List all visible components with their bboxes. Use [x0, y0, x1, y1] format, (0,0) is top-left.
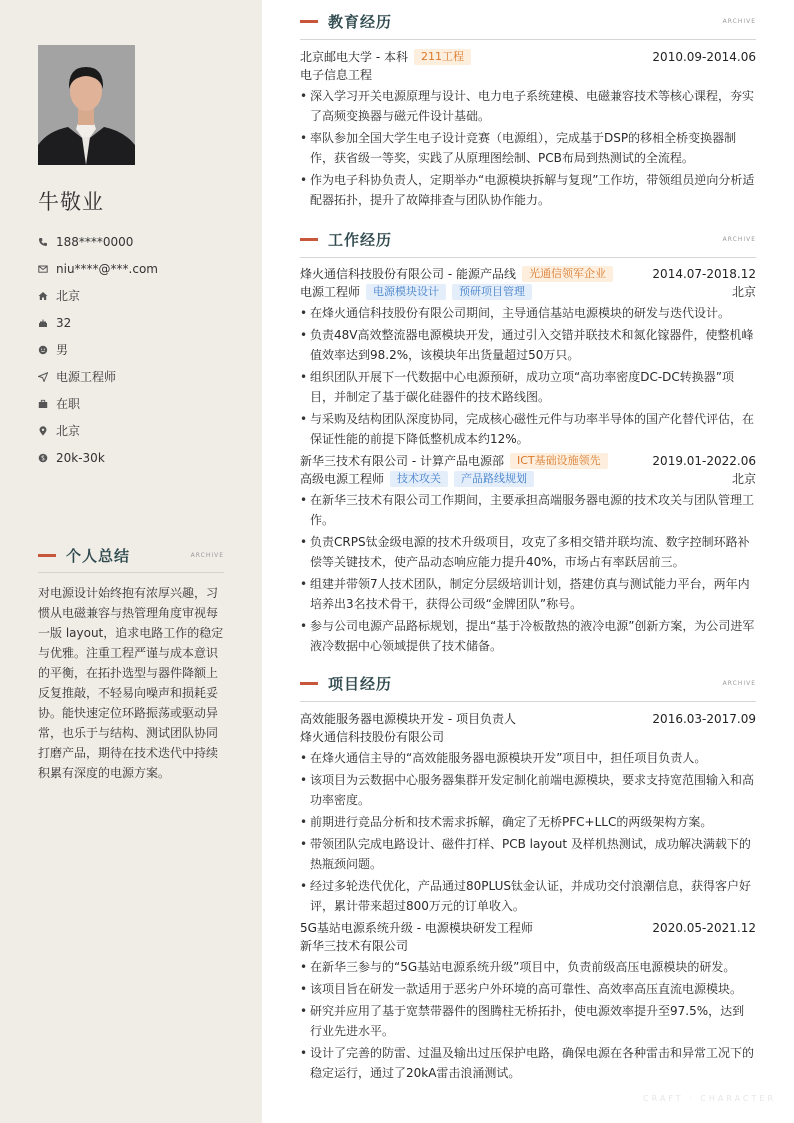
contact-position [38, 363, 238, 390]
list-item: • 带领团队完成电路设计、磁件打样、PCB layout 及样机热测试，成功解决满载下的热瓶颈问题。 [300, 834, 756, 874]
section-tag: ARCHIVE [190, 551, 224, 559]
section-tag: ARCHIVE [722, 17, 756, 25]
salary-icon [38, 453, 56, 463]
work-entry [300, 452, 756, 656]
skill-tag: 预研项目管理 [452, 284, 532, 300]
contact-value: 在职 [56, 397, 81, 411]
contact-salary [38, 444, 238, 471]
project-org-line [300, 728, 756, 746]
list-item: • 在烽火通信主导的“高效能服务器电源模块开发”项目中，担任项目负责人。 [300, 748, 756, 768]
job-role: 电源工程师 [300, 285, 361, 299]
contact-value: 电源工程师 [56, 370, 117, 384]
list-item: • 负责48V高效整流器电源模块开发，通过引入交错并联技术和氮化镓器件，使整机峰值效率达到98.2%，该模块年出货量超过50万只。 [300, 325, 756, 365]
education-bullets [300, 86, 756, 210]
home-icon [38, 291, 56, 301]
list-item: • 该项目为云数据中心服务器集群开发定制化前端电源模块，要求支持宽范围输入和高功率密度。 [300, 770, 756, 810]
work-date: 2019.01-2022.06 [652, 454, 756, 468]
work-bullets [300, 303, 756, 449]
project-bullets [300, 748, 756, 916]
list-item: • 该项目旨在研发一款适用于恶劣户外环境的高可靠性、高效率高压直流电源模块。 [300, 979, 756, 999]
company-badge: 光通信领军企业 [522, 266, 613, 282]
work-role-line [300, 470, 756, 488]
list-item: • 前期进行竞品分析和技术需求拆解，确定了无桥PFC+LLC的两级架构方案。 [300, 812, 756, 832]
project-org: 新华三技术有限公司 [300, 939, 409, 953]
section-title: 项目经历 [328, 674, 393, 693]
summary-text: 对电源设计始终抱有浓厚兴趣，习惯从电磁兼容与热管理角度审视每一版 layout，追求电路工作的稳定与优雅。注重工程严谨与成本意识的平衡，在拓扑选型与器件降额上反复推敲，不轻易向噪声和损耗妥协。能快速定位环路振荡或驱动异常，也乐于与结构、测试团队协同打磨产品，期待在技术迭代中持续积累有深度的电源方案。 [38, 586, 224, 780]
education-entry-head [300, 48, 756, 66]
project-org-line [300, 937, 756, 955]
company-name: 烽火通信科技股份有限公司 - 能源产品线 [300, 267, 516, 281]
contact-value: 北京 [56, 289, 81, 303]
section-header [300, 10, 756, 32]
list-item: • 深入学习开关电源原理与设计、电力电子系统建模、电磁兼容技术等核心课程，夯实了高频变换器与磁元件设计基础。 [300, 86, 756, 126]
work-section [300, 228, 756, 656]
major: 电子信息工程 [300, 68, 373, 82]
work-date: 2014.07-2018.12 [652, 267, 756, 281]
projects-section [300, 672, 756, 1083]
contact-age [38, 309, 238, 336]
project-entry [300, 919, 756, 1083]
list-item: • 组织团队开展下一代数据中心电源预研，成功立项“高功率密度DC-DC转换器”项目，并制定了基于碳化硅器件的技术路线图。 [300, 367, 756, 407]
education-section [300, 10, 756, 210]
section-divider [38, 572, 224, 573]
skill-tag: 电源模块设计 [366, 284, 446, 300]
project-org: 烽火通信科技股份有限公司 [300, 730, 445, 744]
watermark: CRAFT · CHARACTER [643, 1094, 776, 1103]
project-date: 2016.03-2017.09 [652, 712, 756, 726]
list-item: • 研究并应用了基于宽禁带器件的图腾柱无桥拓扑，使电源效率提升至97.5%，达到行业先进水平。 [300, 1001, 756, 1041]
education-major-line [300, 66, 756, 84]
skill-tag: 产品路线规划 [454, 471, 534, 487]
section-tag: ARCHIVE [722, 235, 756, 243]
work-role-line [300, 283, 756, 301]
section-header [300, 228, 756, 250]
contact-phone [38, 228, 238, 255]
project-entry [300, 710, 756, 916]
list-item: • 经过多轮迭代优化，产品通过80PLUS钛金认证，并成功交付浪潮信息，获得客户好评，累计带来超过800万元的订单收入。 [300, 876, 756, 916]
work-entry-head [300, 265, 756, 283]
candidate-name: 牛敬业 [38, 190, 104, 214]
section-title: 工作经历 [328, 230, 393, 249]
summary-section [38, 544, 224, 783]
contact-list [38, 228, 238, 471]
phone-icon [38, 237, 56, 247]
section-accent-bar [300, 238, 318, 241]
location-icon [38, 426, 56, 436]
list-item: • 设计了完善的防雷、过温及输出过压保护电路，确保电源在各种雷击和异常工况下的稳定运行，通过了20kA雷击浪涌测试。 [300, 1043, 756, 1083]
project-name: 高效能服务器电源模块开发 - 项目负责人 [300, 712, 516, 726]
contact-value: 20k-30k [56, 450, 105, 465]
profile-photo [38, 45, 135, 165]
school-name: 北京邮电大学 - 本科 [300, 50, 408, 64]
list-item: • 参与公司电源产品路标规划，提出“基于冷板散热的液冷电源”创新方案，为公司进军液冷数据中心领域提供了技术储备。 [300, 616, 756, 656]
list-item: • 负责CRPS钛金级电源的技术升级项目，攻克了多相交错并联均流、数字控制环路补偿等关键技术，使产品动态响应能力提升40%，市场占有率跃居前三。 [300, 532, 756, 572]
section-title: 个人总结 [66, 546, 131, 565]
work-bullets [300, 490, 756, 656]
list-item: • 在新华三技术有限公司工作期间，主要承担高端服务器电源的技术攻关与团队管理工作。 [300, 490, 756, 530]
mail-icon [38, 264, 56, 274]
skill-tag: 技术攻关 [390, 471, 448, 487]
briefcase-icon [38, 399, 56, 409]
project-entry-head [300, 710, 756, 728]
list-item: • 在烽火通信科技股份有限公司期间，主导通信基站电源模块的研发与迭代设计。 [300, 303, 756, 323]
work-entry [300, 265, 756, 449]
contact-gender [38, 336, 238, 363]
project-bullets [300, 957, 756, 1083]
contact-value: 北京 [56, 424, 81, 438]
contact-status [38, 390, 238, 417]
person-icon [38, 345, 56, 355]
work-entry-head [300, 452, 756, 470]
cake-icon [38, 318, 56, 328]
send-icon [38, 372, 56, 382]
contact-email [38, 255, 238, 282]
sidebar [0, 0, 262, 1123]
project-date: 2020.05-2021.12 [652, 921, 756, 935]
list-item: • 作为电子科协负责人，定期举办“电源模块拆解与复现”工作坊，带领组员逆向分析适配器拓扑，提升了故障排查与团队协作能力。 [300, 170, 756, 210]
list-item: • 组建并带领7人技术团队，制定分层级培训计划，搭建仿真与测试能力平台，两年内培养出3名技术骨干，获得公司级“金牌团队”称号。 [300, 574, 756, 614]
section-tag: ARCHIVE [722, 679, 756, 687]
section-title: 教育经历 [328, 12, 393, 31]
job-role: 高级电源工程师 [300, 472, 385, 486]
section-accent-bar [38, 554, 56, 557]
project-name: 5G基站电源系统升级 - 电源模块研发工程师 [300, 921, 533, 935]
contact-home [38, 282, 238, 309]
contact-value: 32 [56, 315, 72, 330]
section-header [300, 672, 756, 694]
school-badge: 211工程 [414, 49, 471, 65]
list-item: • 率队参加全国大学生电子设计竞赛（电源组），完成基于DSP的移相全桥变换器制作，获省级一等奖，实践了从原理图绘制、PCB布局到热测试的全流程。 [300, 128, 756, 168]
contact-location [38, 417, 238, 444]
contact-value: 男 [56, 343, 69, 357]
job-city: 北京 [731, 472, 756, 486]
section-accent-bar [300, 682, 318, 685]
contact-value: 188****0000 [56, 234, 134, 249]
list-item: • 在新华三参与的“5G基站电源系统升级”项目中，负责前级高压电源模块的研发。 [300, 957, 756, 977]
section-accent-bar [300, 20, 318, 23]
company-badge: ICT基础设施领先 [510, 453, 608, 469]
company-name: 新华三技术有限公司 - 计算产品电源部 [300, 454, 504, 468]
section-header [38, 544, 224, 566]
list-item: • 与采购及结构团队深度协同，完成核心磁性元件与功率半导体的国产化替代评估，在保证性能的前提下降低整机成本约12%。 [300, 409, 756, 449]
main-content [300, 10, 756, 1083]
job-city: 北京 [731, 285, 756, 299]
contact-value: niu****@***.com [56, 261, 158, 276]
education-date: 2010.09-2014.06 [652, 50, 756, 64]
project-entry-head [300, 919, 756, 937]
